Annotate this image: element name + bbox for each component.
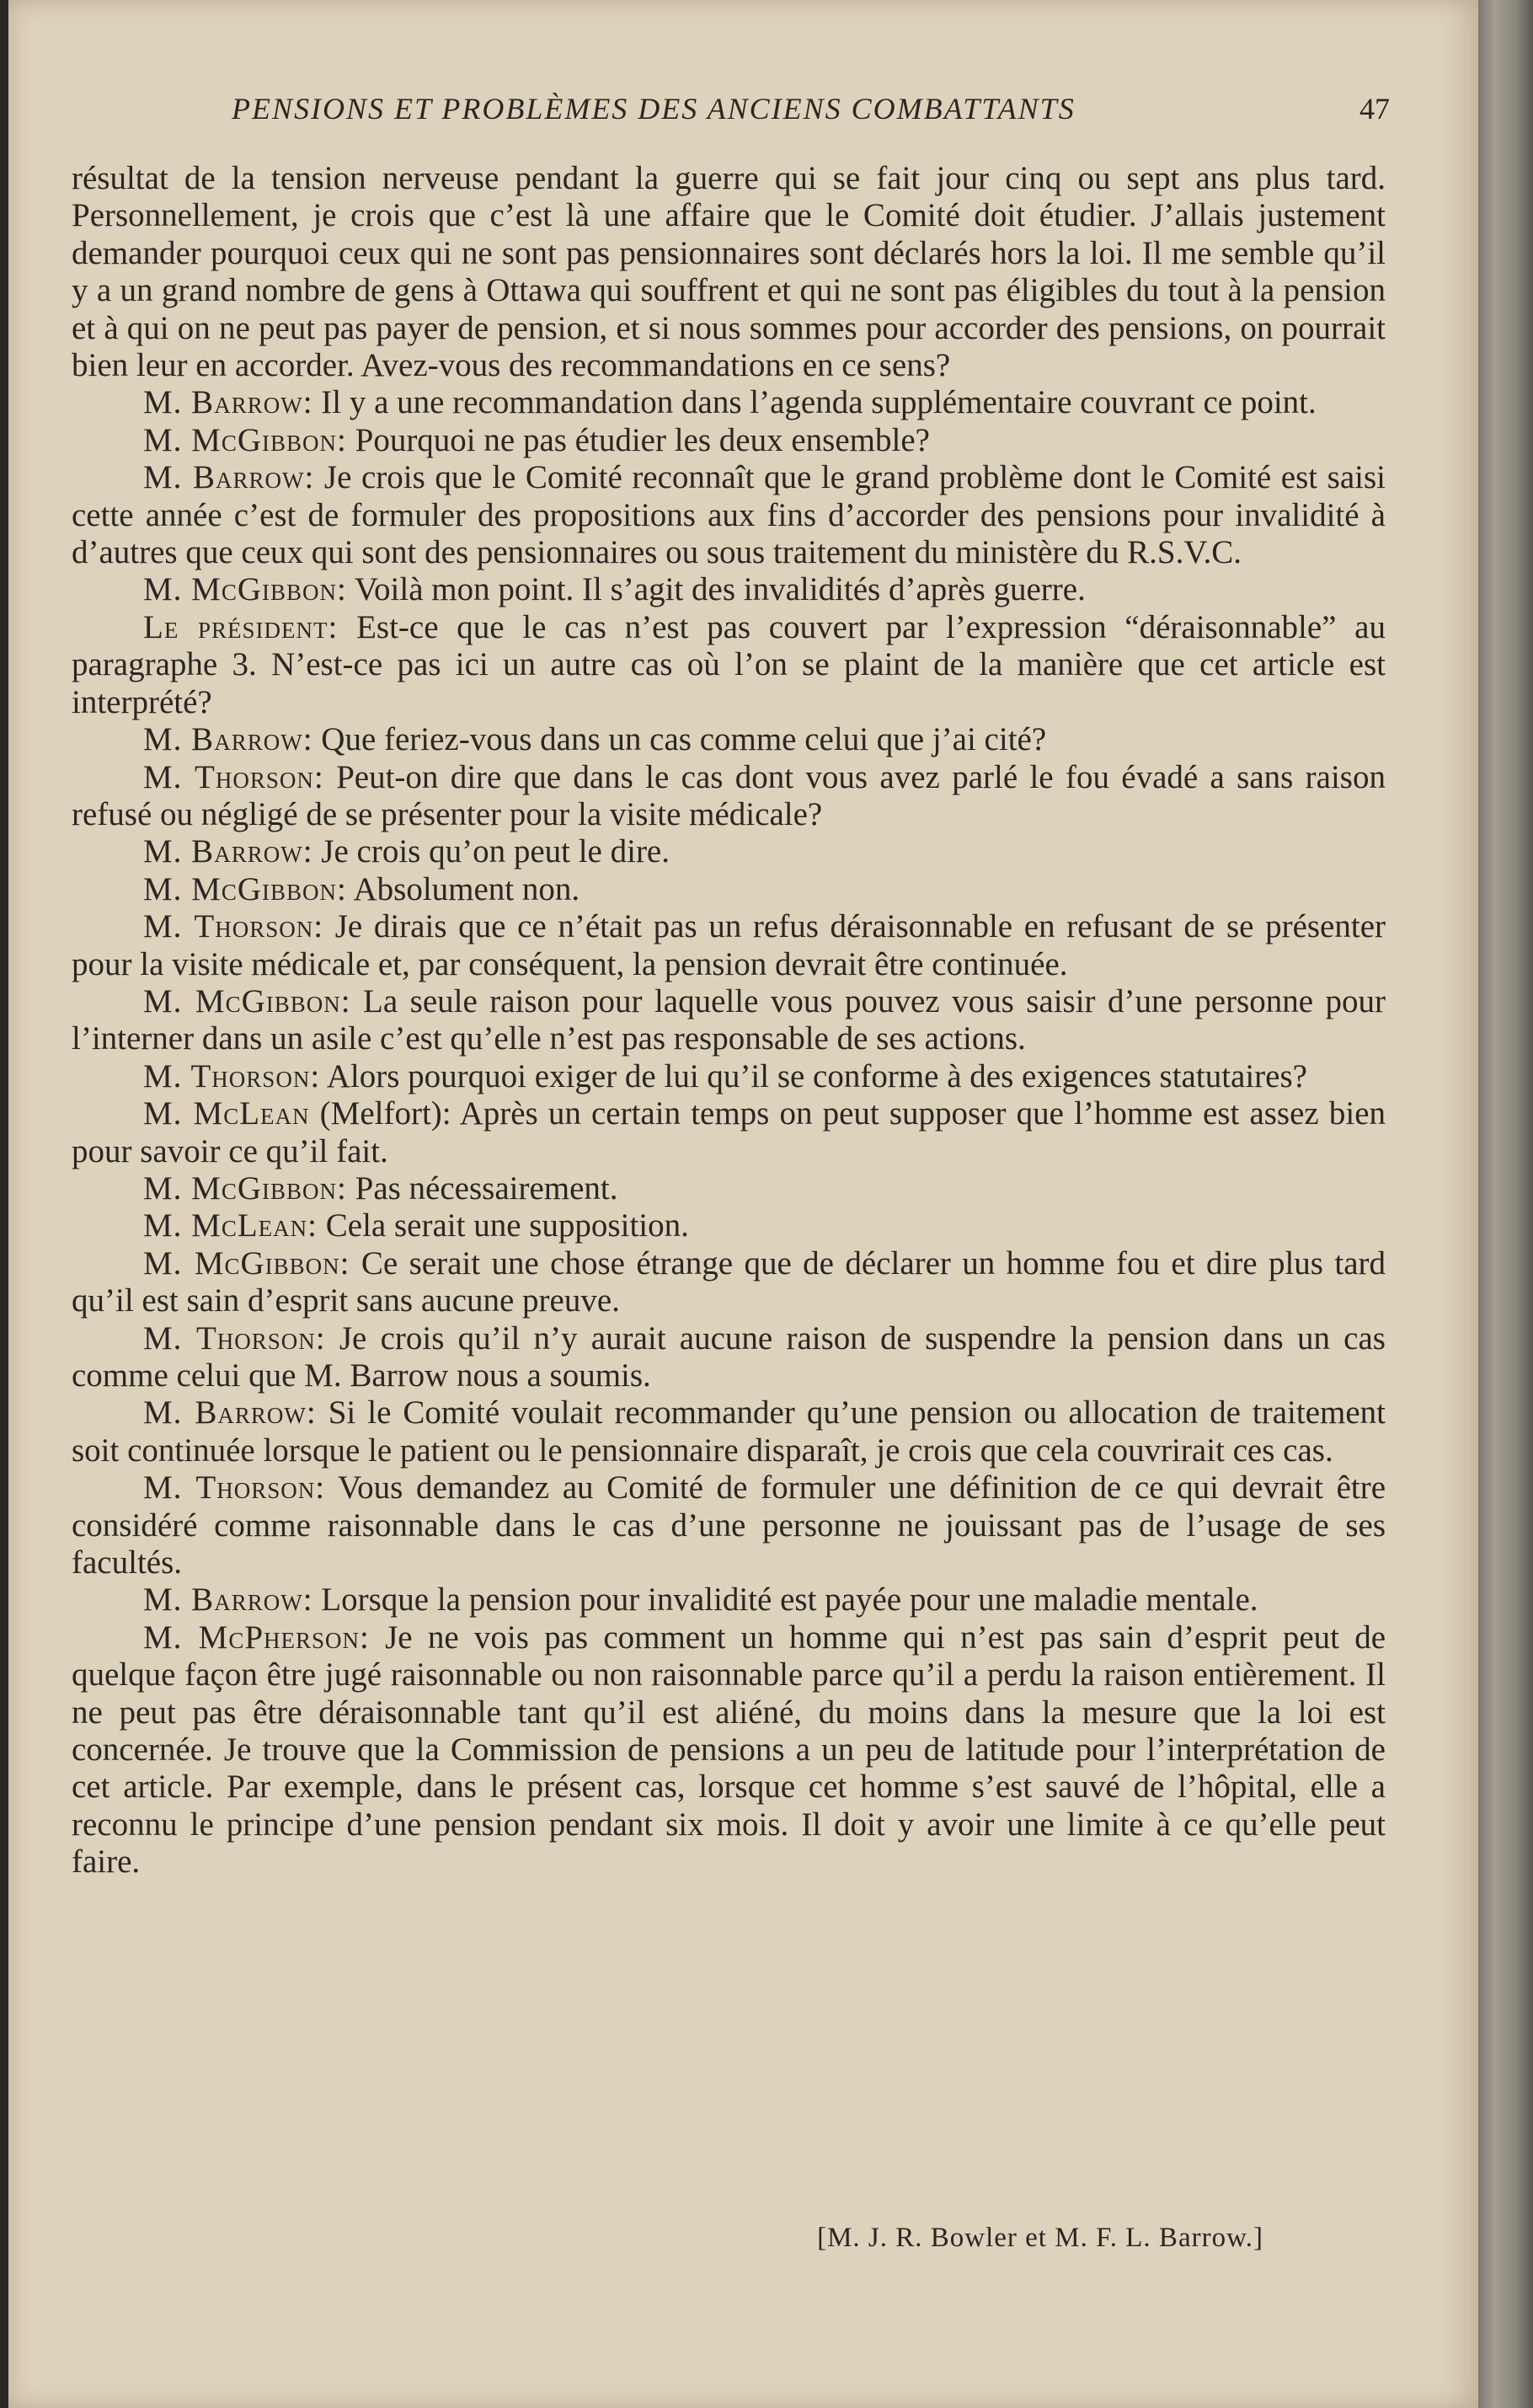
paragraph: [72, 871, 1386, 908]
speaker: M. McGibbon:: [143, 982, 351, 1019]
page-number: 47: [1359, 92, 1390, 126]
paragraph-text: (Melfort): Après un certain temps on peut supposer que l’homme est assez bien pour savoir ce qu’il fait.: [72, 1095, 1386, 1169]
paragraph-text: Que feriez-vous dans un cas comme celui que j’ai cité?: [312, 721, 1047, 758]
speaker: M. McGibbon:: [143, 1169, 347, 1207]
paragraph: [72, 833, 1386, 870]
paragraph-text: Je ne vois pas comment un homme qui n’est pas sain d’esprit peut de quelque façon être jugé raisonnable ou non raisonnable parce qu’il a perdu la raison entièrement. Il ne peut pas être déraisonnable tant qu’il est aliéné, du moins dans la mesure que la loi est concernée. Je trouve que la Commission de pensions a un peu de latitude pour l’interprétation de cet article. Par exemple, dans le présent cas, lorsque cet homme s’est sauvé de l’hôpital, elle a reconnu le principe d’une pension pendant six mois. Il doit y avoir une limite à ce qu’elle peut faire.: [72, 1619, 1386, 1881]
paragraph-text: La seule raison pour laquelle vous pouvez vous saisir d’une personne pour l’interner dans un asile c’est qu’elle n’est pas responsable de ses actions.: [72, 982, 1386, 1057]
speaker: M. Barrow:: [143, 721, 313, 758]
speaker: M. Barrow:: [143, 1581, 313, 1619]
speaker: Le président:: [143, 608, 339, 645]
paragraph: [72, 1320, 1386, 1395]
body-text: [72, 160, 1386, 1881]
document-page: [8, 0, 1478, 2408]
paragraph-text: Alors pourquoi exiger de lui qu’il se conforme à des exigences statutaires?: [320, 1057, 1307, 1094]
speaker: M. McPherson:: [143, 1619, 370, 1656]
paragraph: [72, 1058, 1386, 1095]
paragraph: [72, 1207, 1386, 1244]
paragraph: [72, 384, 1386, 421]
paragraph-continuation: [72, 160, 1386, 384]
speaker: M. Barrow:: [143, 384, 313, 421]
paragraph: [72, 983, 1386, 1058]
paragraph-text: Lorsque la pension pour invalidité est payée pour une maladie mentale.: [312, 1581, 1258, 1619]
paragraph: [72, 1170, 1386, 1207]
speaker: M. Thorson:: [143, 908, 324, 945]
paragraph: [72, 759, 1386, 834]
speaker: M. Barrow:: [143, 459, 315, 496]
paragraph-text: Pas nécessairement.: [346, 1169, 618, 1207]
paragraph: [72, 571, 1386, 608]
paragraph: [72, 1245, 1386, 1320]
paragraph: [72, 1095, 1386, 1170]
speaker: M. Thorson:: [143, 758, 324, 795]
paragraph-text: Ce serait une chose étrange que de déclarer un homme fou et dire plus tard qu’il est sain d’esprit sans aucune preuve.: [72, 1244, 1386, 1319]
paragraph-text: Pourquoi ne pas étudier les deux ensemble?: [346, 421, 930, 458]
speaker: M. McGibbon:: [143, 870, 347, 907]
paragraph-text: Peut-on dire que dans le cas dont vous avez parlé le fou évadé a sans raison refusé ou négligé de se présenter pour la visite médicale?: [72, 758, 1386, 832]
speaker: M. Thorson:: [143, 1057, 321, 1094]
running-head: [76, 91, 1390, 133]
book-spine-edge: [1478, 0, 1533, 2408]
speaker: M. McGibbon:: [143, 1244, 350, 1282]
paragraph-text: Je crois qu’il n’y aurait aucune raison de suspendre la pension dans un cas comme celui que M. Barrow nous a soumis.: [72, 1319, 1386, 1394]
paragraph-text: Je crois que le Comité reconnaît que le grand problème dont le Comité est saisi cette année c’est de formuler des propositions aux fins d’accorder des pensions pour invalidité à d’autres que ceux qui sont des pensionnaires ou sous traitement du ministère du R.S.V.C.: [72, 459, 1386, 571]
paragraph-text: Vous demandez au Comité de formuler une définition de ce qui devrait être considéré comme raisonnable dans le cas d’une personne ne jouissant pas de l’usage de ses facultés.: [72, 1469, 1386, 1581]
paragraph-text: Absolument non.: [346, 870, 580, 907]
speaker: M. McGibbon:: [143, 421, 347, 458]
paragraph: [72, 1469, 1386, 1581]
speaker-attribution: [M. J. R. Bowler et M. F. L. Barrow.]: [817, 2223, 1263, 2253]
paragraph: [72, 459, 1386, 571]
running-title: PENSIONS ET PROBLÈMES DES ANCIENS COMBATTANTS: [232, 92, 1076, 126]
paragraph-text: Je crois qu’on peut le dire.: [312, 833, 670, 870]
paragraph-text: Cela serait une supposition.: [318, 1207, 689, 1244]
speaker: M. Barrow:: [143, 1394, 317, 1431]
paragraph-text: Voilà mon point. Il s’agit des invalidités d’après guerre.: [346, 571, 1086, 608]
paragraph: [72, 908, 1386, 983]
speaker: M. Thorson:: [143, 1469, 326, 1506]
speaker: M. McLean:: [143, 1207, 318, 1244]
paragraph-text: Il y a une recommandation dans l’agenda supplémentaire couvrant ce point.: [312, 384, 1317, 421]
speaker: M. Barrow:: [143, 833, 313, 870]
paragraph-text: résultat de la tension nerveuse pendant la guerre qui se fait jour cinq ou sept ans plus tard. Personnellement, je crois que c’est là une affaire que le Comité doit étudier. J’allais justement demander pourquoi ceux qui ne sont pas pensionnaires sont déclarés hors la loi. Il me semble qu’il y a un grand nombre de gens à Ottawa qui souffrent et qui ne sont pas éligibles du tout à la pension et à qui on ne peut pas payer de pension, et si nous sommes pour accorder des pensions, on pourrait bien leur en accorder. Avez-vous des recommandations en ce sens?: [72, 160, 1386, 384]
speaker: M. Thorson:: [143, 1319, 326, 1357]
paragraph: [72, 422, 1386, 459]
paragraph: [72, 721, 1386, 758]
paragraph: [72, 1581, 1386, 1619]
paragraph-text: Est-ce que le cas n’est pas couvert par l’expression “déraisonnable” au paragraphe 3. N’est-ce pas ici un autre cas où l’on se plaint de la manière que cet article est interprété?: [72, 608, 1386, 720]
paragraph-text: Si le Comité voulait recommander qu’une pension ou allocation de traitement soit continuée lorsque le patient ou le pensionnaire disparaît, je crois que cela couvrirait ces cas.: [72, 1394, 1386, 1469]
speaker: M. McLean: [143, 1095, 310, 1132]
speaker: M. McGibbon:: [143, 571, 347, 608]
paragraph: [72, 609, 1386, 721]
paragraph: [72, 1619, 1386, 1881]
paragraph: [72, 1394, 1386, 1469]
paragraph-text: Je dirais que ce n’était pas un refus déraisonnable en refusant de se présenter pour la visite médicale et, par conséquent, la pension devrait être continuée.: [72, 908, 1386, 982]
